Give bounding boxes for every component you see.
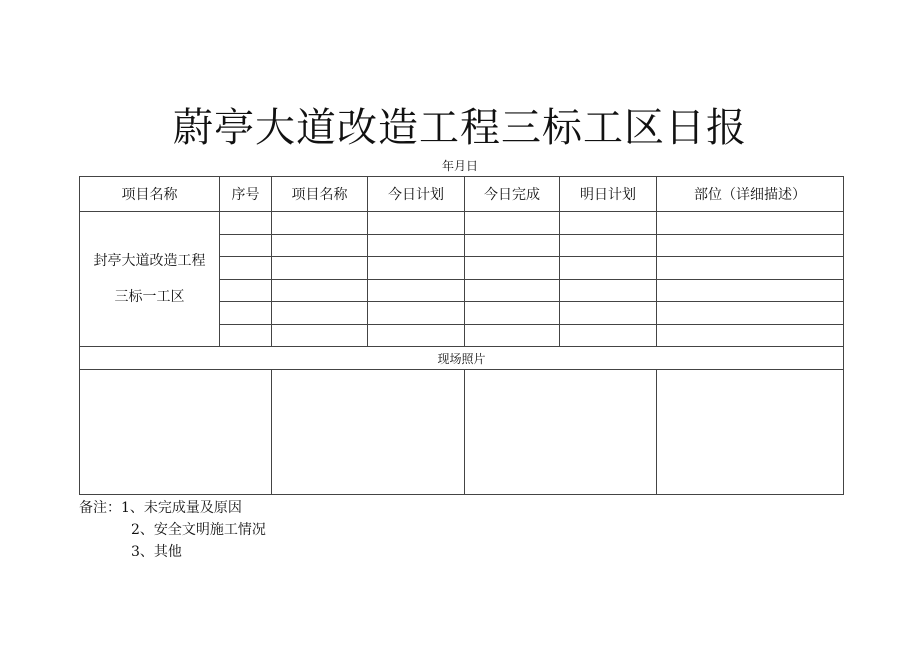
table-cell[interactable] — [465, 324, 560, 347]
header-item-name: 项目名称 — [272, 177, 368, 212]
table-cell[interactable] — [272, 234, 368, 257]
table-cell[interactable] — [465, 279, 560, 302]
table-cell[interactable] — [465, 257, 560, 280]
remarks-item: 1、未完成量及原因 — [121, 500, 242, 516]
table-cell[interactable] — [272, 212, 368, 235]
table-cell[interactable] — [220, 257, 272, 280]
header-location-detail: 部位（详细描述） — [657, 177, 844, 212]
project-name-line2: 三标一工区 — [114, 289, 185, 305]
photo-section-label: 现场照片 — [80, 347, 844, 370]
table-cell[interactable] — [368, 279, 465, 302]
table-cell[interactable] — [657, 279, 844, 302]
remarks-prefix: 备注： — [79, 500, 121, 516]
photo-slot[interactable] — [272, 370, 465, 495]
table-cell[interactable] — [560, 302, 657, 325]
header-serial-number: 序号 — [220, 177, 272, 212]
photo-slot[interactable] — [80, 370, 272, 495]
table-cell[interactable] — [560, 324, 657, 347]
report-title: 蔚亭大道改造工程三标工区日报 — [173, 105, 747, 151]
table-cell[interactable] — [657, 234, 844, 257]
photo-row — [80, 370, 844, 495]
table-cell[interactable] — [657, 212, 844, 235]
table-cell[interactable] — [657, 302, 844, 325]
table-cell[interactable] — [272, 302, 368, 325]
table-cell[interactable] — [272, 279, 368, 302]
table-header-row — [80, 177, 844, 212]
table-cell[interactable] — [465, 302, 560, 325]
remarks-item: 2、安全文明施工情况 — [131, 522, 266, 538]
table-cell[interactable] — [220, 302, 272, 325]
table-cell[interactable] — [368, 257, 465, 280]
header-today-plan: 今日计划 — [368, 177, 465, 212]
remarks-line-3 — [79, 541, 266, 563]
table-cell[interactable] — [560, 234, 657, 257]
remarks-item: 3、其他 — [131, 544, 182, 560]
remarks-line-1 — [79, 497, 266, 519]
remarks-line-2 — [79, 519, 266, 541]
project-name-cell — [80, 212, 220, 347]
table-cell[interactable] — [220, 212, 272, 235]
table-cell[interactable] — [220, 279, 272, 302]
table-cell[interactable] — [368, 302, 465, 325]
table-cell[interactable] — [220, 234, 272, 257]
daily-report-table — [79, 176, 844, 495]
table-cell[interactable] — [368, 324, 465, 347]
table-cell[interactable] — [220, 324, 272, 347]
photo-slot[interactable] — [657, 370, 844, 495]
header-today-done: 今日完成 — [465, 177, 560, 212]
photo-slot[interactable] — [465, 370, 657, 495]
table-cell[interactable] — [272, 324, 368, 347]
remarks-section — [79, 497, 266, 563]
table-cell[interactable] — [657, 324, 844, 347]
table-cell[interactable] — [657, 257, 844, 280]
header-tomorrow-plan: 明日计划 — [560, 177, 657, 212]
project-name-line1: 封亭大道改造工程 — [93, 253, 206, 269]
table-cell[interactable] — [465, 234, 560, 257]
table-cell[interactable] — [560, 257, 657, 280]
table-cell[interactable] — [368, 234, 465, 257]
table-cell[interactable] — [272, 257, 368, 280]
photo-section-header-row — [80, 347, 844, 370]
table-cell[interactable] — [368, 212, 465, 235]
table-cell[interactable] — [560, 279, 657, 302]
table-row — [80, 212, 844, 235]
table-cell[interactable] — [560, 212, 657, 235]
header-project-name: 项目名称 — [80, 177, 220, 212]
table-cell[interactable] — [465, 212, 560, 235]
report-date: 年月日 — [441, 159, 478, 173]
